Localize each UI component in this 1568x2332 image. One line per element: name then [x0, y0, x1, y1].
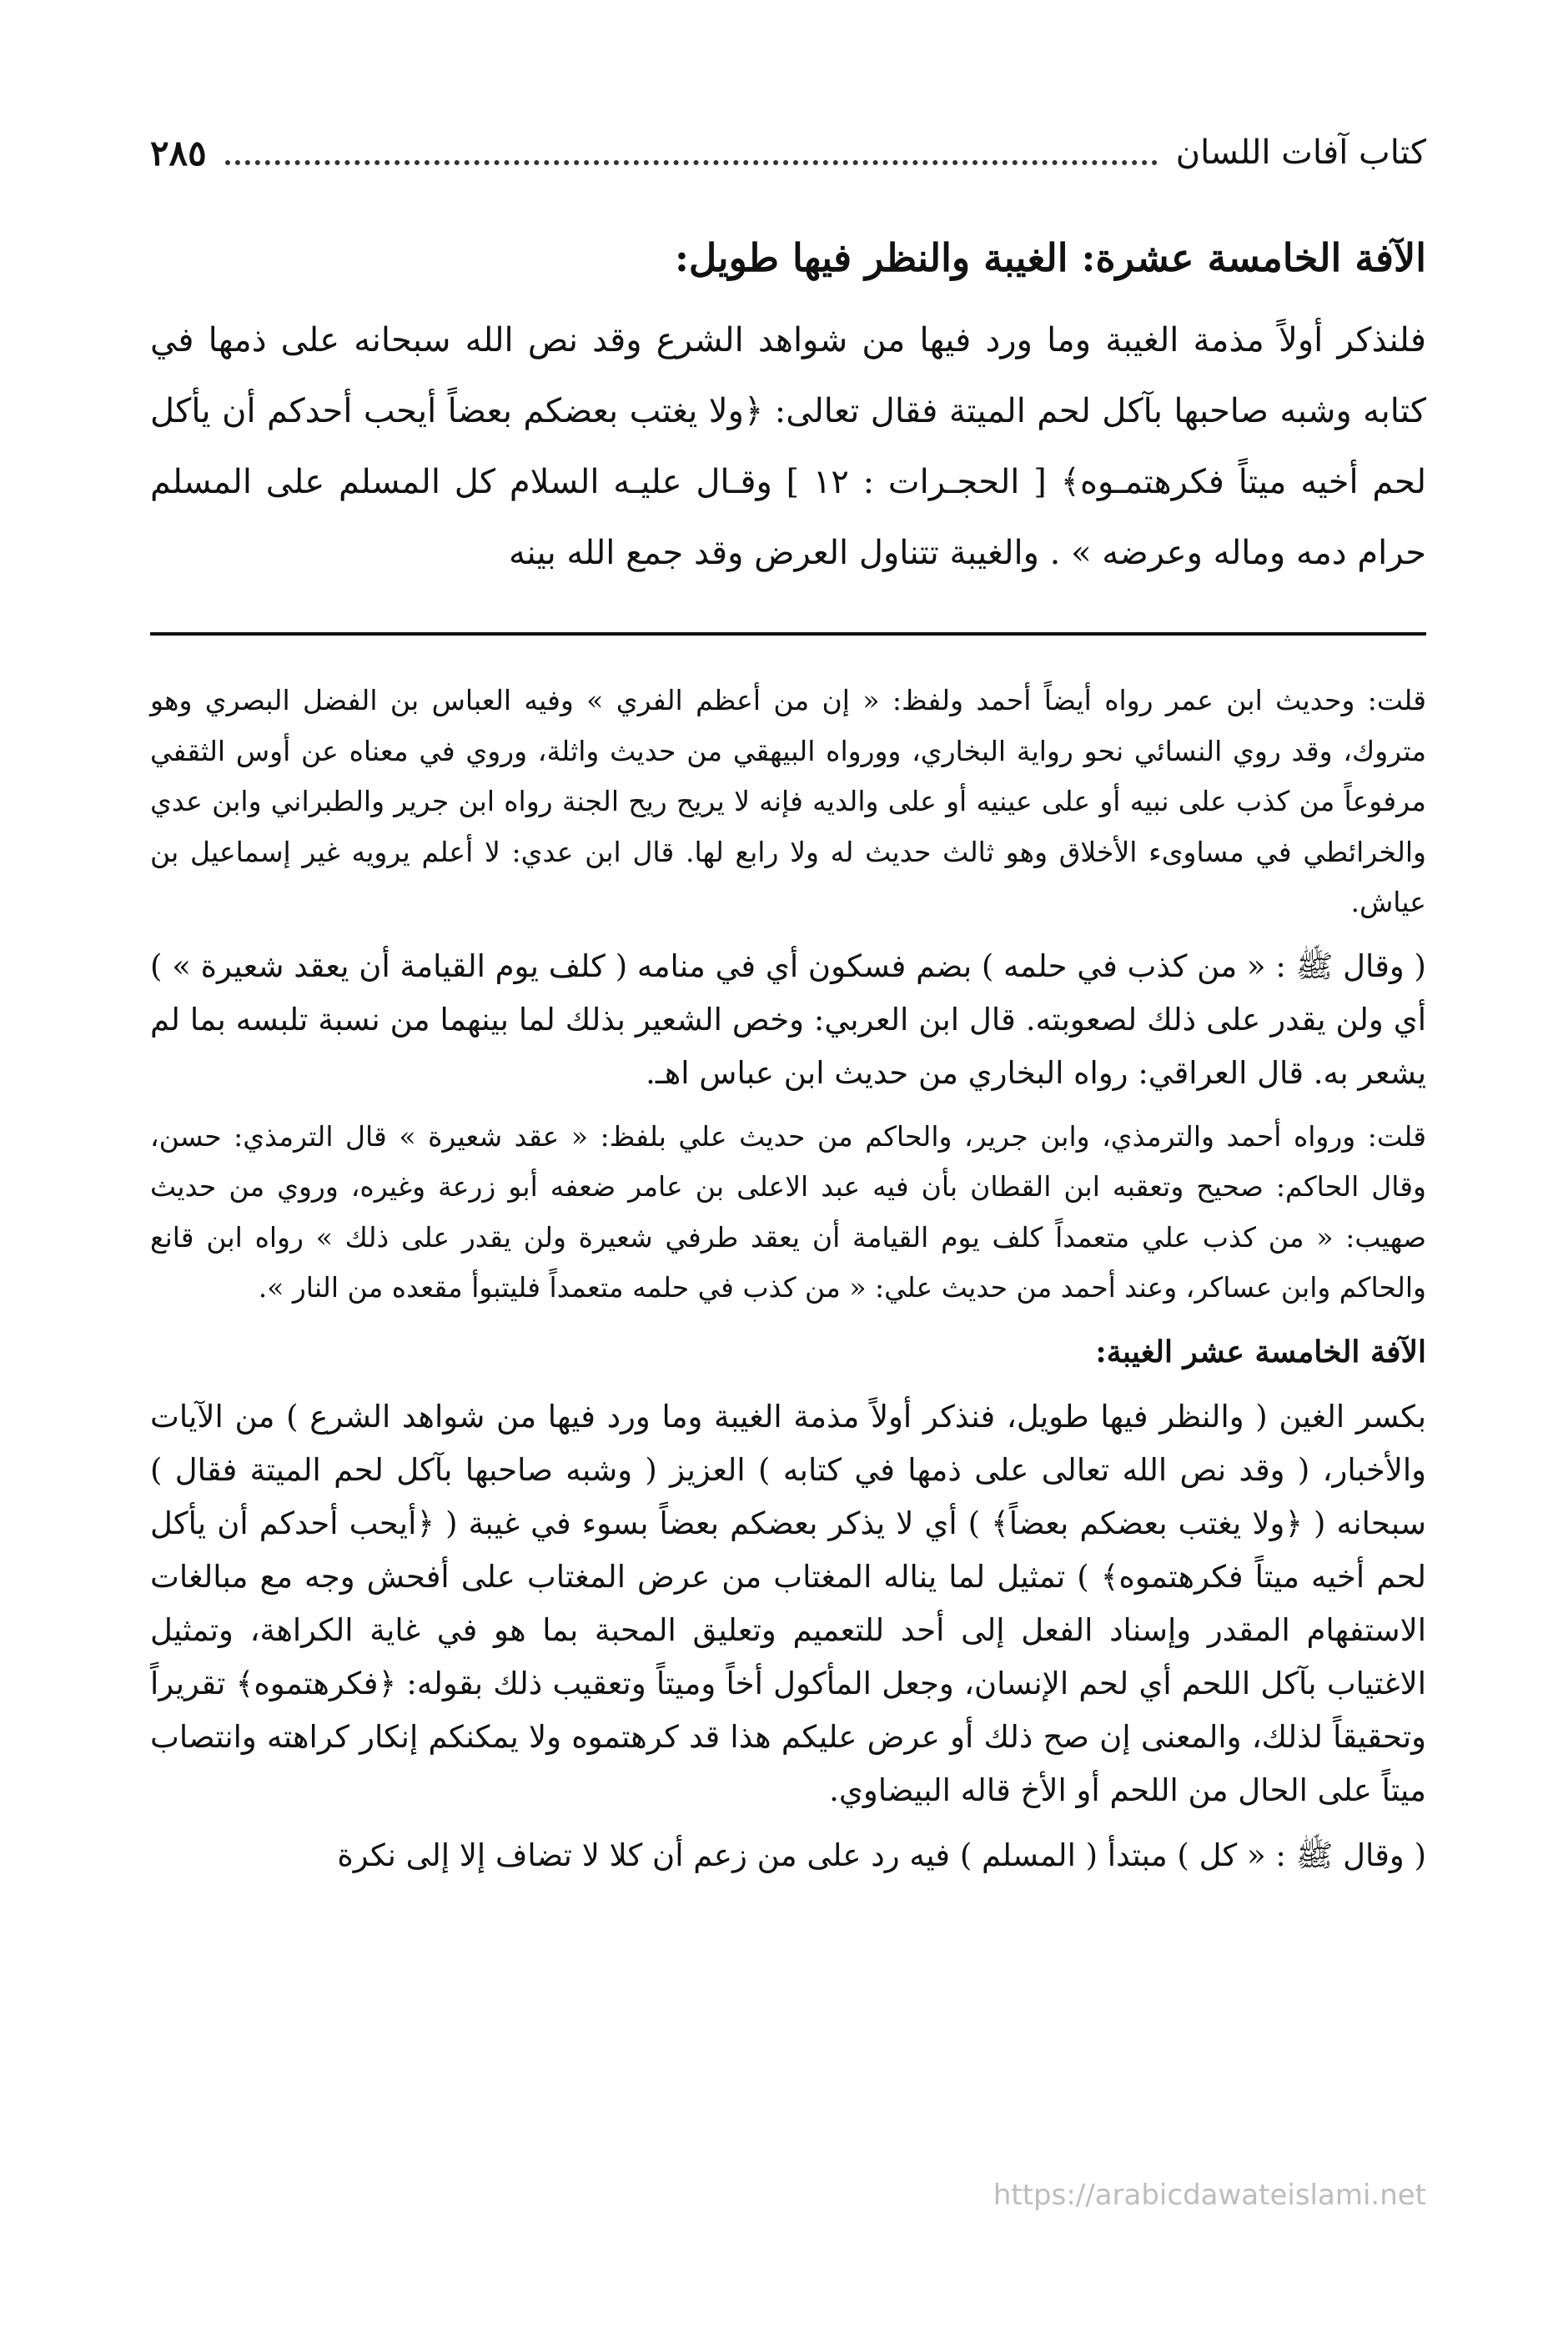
running-title: كتاب آفات اللسان: [1175, 133, 1426, 172]
commentary-paragraph-4: بكسر الغين ( والنظر فيها طويل، فنذكر أولاً مذمة الغيبة وما ورد فيها من شواهد الشرع ) من الآيات والأخبار، ( وقد نص الله تعالى على ذمها في كتابه ) العزيز ( وشبه صاحبها بآكل لحم الميتة فقال ) سبحانه ( ﴿ولا يغتب بعضكم بعضاً﴾ ) أي لا يذكر بعضكم بعضاً بسوء في غيبة ( ﴿أيحب أحدكم أن يأكل لحم أخيه ميتاً فكرهتموه﴾ ) تمثيل لما يناله المغتاب من عرض المغتاب على أفحش وجه مع مبالغات الاستفهام المقدر وإسناد الفعل إلى أحد للتعميم وتعليق المحبة بما هو في غاية الكراهة، وتمثيل الاغتياب بآكل اللحم أي لحم الإنسان، وجعل المأكول أخاً وميتاً وتعقيب ذلك بقوله: ﴿فكرهتموه﴾ تقريراً وتحقيقاً لذلك، والمعنى إن صح ذلك أو عرض عليكم هذا قد كرهتموه ولا يمكنكم إنكار كراهته وانتصاب ميتاً على الحال من اللحم أو الأخ قاله البيضاوي.: [150, 1398, 1426, 1808]
watermark-url: https://arabicdawateislami.net: [993, 2179, 1426, 2212]
dotted-leader: [225, 160, 1158, 165]
running-header: [150, 123, 1426, 182]
section-heading: الآفة الخامسة عشرة: الغيبة والنظر فيها طويل:: [674, 235, 1426, 280]
commentary-paragraph-2: ( وقال ﷺ : « من كذب في حلمه ) بضم فسكون أي في منامه ( كلف يوم القيامة أن يعقد شعيرة » ) أي ولن يقدر على ذلك لصعوبته. قال ابن العربي: وخص الشعير بذلك لما بينهما من نسبة تلبسه بما لم يشعر به. قال العراقي: رواه البخاري من حديث ابن عباس اهـ.: [150, 947, 1426, 1091]
separator-rule: [150, 632, 1426, 636]
main-text: [150, 229, 1426, 589]
main-paragraph: فلنذكر أولاً مذمة الغيبة وما ورد فيها من شواهد الشرع وقد نص الله سبحانه على ذمها في كتابه وشبه صاحبها بآكل لحم الميتة فقال تعالى: ﴿ولا يغتب بعضكم بعضاً أيحب أحدكم أن يأكل لحم أخيه ميتاً فكرهتمـوه﴾ [ الحجـرات : ١٢ ] وقـال عليـه السلام كل المسلم على المسلم حرام دمه وماله وعرضه » . والغيبة تتناول العرض وقد جمع الله بينه: [150, 321, 1426, 572]
page-number: ٢٨٥: [150, 132, 207, 173]
commentary-subheading: الآفة الخامسة عشر الغيبة:: [1095, 1334, 1426, 1370]
commentary-paragraph-1: قلت: وحديث ابن عمر رواه أيضاً أحمد ولفظ: « إن من أعظم الفري » وفيه العباس بن الفضل البصري وهو متروك، وقد روي النسائي نحو رواية البخاري، وورواه البيهقي من حديث واثلة، وروي في معناه عن أوس الثقفي مرفوعاً من كذب على نبيه أو على عينيه أو على والديه فإنه لا يريح ريح الجنة رواه ابن جرير والطبراني وابن عدي والخرائطي في مساوىء الأخلاق وهو ثالث حديث له ولا رابع لها. قال ابن عدي: لا أعلم يرويه غير إسماعيل بن عياش.: [150, 684, 1426, 918]
commentary-paragraph-5: ( وقال ﷺ : « كل ) مبتدأ ( المسلم ) فيه رد على من زعم أن كلا لا تضاف إلا إلى نكرة: [337, 1837, 1426, 1873]
commentary-paragraph-3: قلت: ورواه أحمد والترمذي، وابن جرير، والحاكم من حديث علي بلفظ: « عقد شعيرة » قال الترمذي: حسن، وقال الحاكم: صحيح وتعقبه ابن القطان بأن فيه عبد الاعلى بن عامر ضعفه أبو زرعة وغيره، وروي من حديث صهيب: « من كذب علي متعمداً كلف يوم القيامة أن يعقد طرفي شعيرة ولن يقدر على ذلك » رواه ابن قانع والحاكم وابن عساكر، وعند أحمد من حديث علي: « من كذب في حلمه متعمداً فليتبوأ مقعده من النار ».: [150, 1119, 1426, 1304]
commentary-text: [150, 676, 1426, 1894]
